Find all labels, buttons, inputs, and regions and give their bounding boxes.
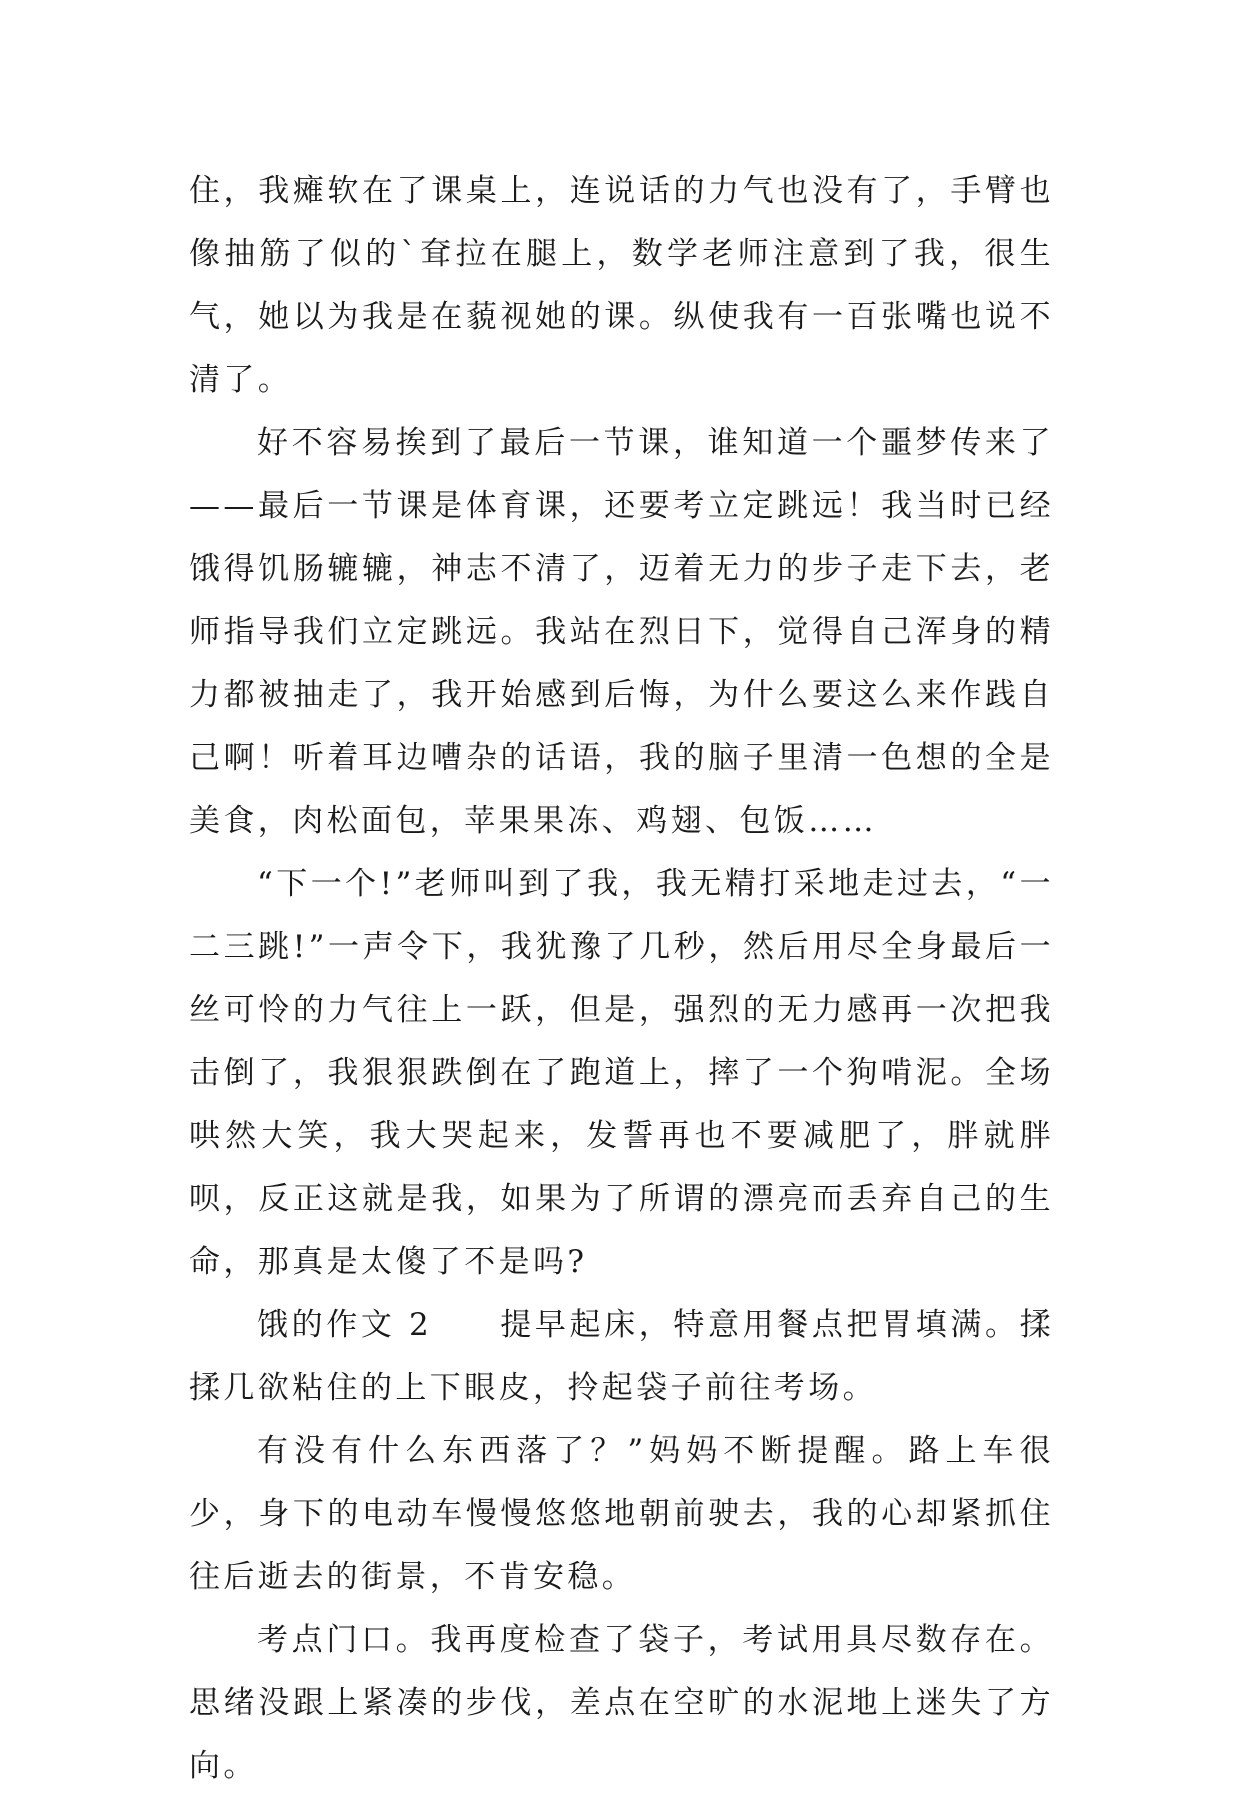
paragraph-1: 住，我瘫软在了课桌上，连说话的力气也没有了，手臂也像抽筋了似的`耷拉在腿上，数学老师注意到了我，很生气，她以为我是在藐视她的课。纵使我有一百张嘴也说不清了。 <box>189 173 1054 398</box>
essay-title: 饿的作文 2 <box>257 1307 433 1343</box>
paragraph-3: “下一个!”老师叫到了我，我无精打采地走过去，“一二三跳!”一声令下，我犹豫了几秒，然后用尽全身最后一丝可怜的力气往上一跃，但是，强烈的无力感再一次把我击倒了，我狠狠跌倒在了跑道上，摔了一个狗啃泥。全场哄然大笑，我大哭起来，发誓再也不要减肥了，胖就胖呗，反正这就是我，如果为了所谓的漂亮而丢弃自己的生命，那真是太傻了不是吗? <box>189 866 1054 1280</box>
paragraph-6: 考点门口。我再度检查了袋子，考试用具尽数存在。思绪没跟上紧凑的步伐，差点在空旷的水泥地上迷失了方向。 <box>189 1622 1054 1784</box>
paragraph-5: 有没有什么东西落了？”妈妈不断提醒。路上车很少，身下的电动车慢慢悠悠地朝前驶去，我的心却紧抓住往后逝去的街景，不肯安稳。 <box>189 1433 1054 1595</box>
paragraph-2: 好不容易挨到了最后一节课，谁知道一个噩梦传来了——最后一节课是体育课，还要考立定跳远！我当时已经饿得饥肠辘辘，神志不清了，迈着无力的步子走下去，老师指导我们立定跳远。我站在烈日下，觉得自己浑身的精力都被抽走了，我开始感到后悔，为什么要这么来作践自己啊！听着耳边嘈杂的话语，我的脑子里清一色想的全是美食，肉松面包，苹果果冻、鸡翅、包饭…… <box>189 425 1054 839</box>
document-body <box>189 160 1054 1798</box>
paragraph-4-text: 提早起床，特意用餐点把胃填满。揉揉几欲粘住的上下眼皮，拎起袋子前往考场。 <box>189 1307 1054 1406</box>
paragraph-4 <box>189 1294 1054 1420</box>
